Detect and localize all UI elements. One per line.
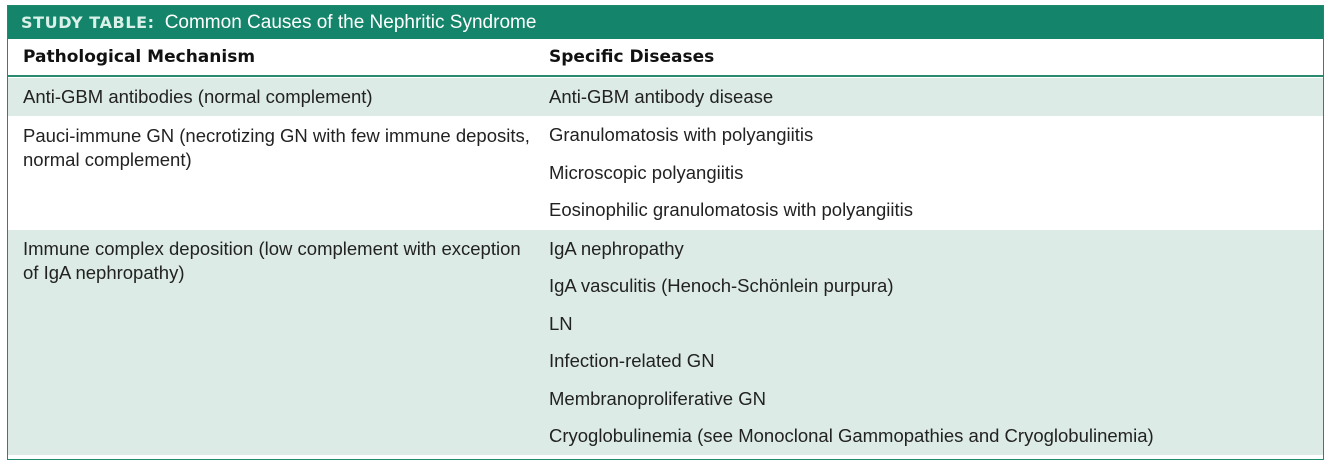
mechanism-cell: Immune complex deposition (low complement with exception of IgA nephropathy) bbox=[23, 238, 521, 283]
table-row bbox=[8, 229, 1323, 455]
diseases-cell bbox=[549, 117, 1323, 230]
disease-item: Microscopic polyangiitis bbox=[549, 161, 744, 183]
table-title-bar bbox=[8, 6, 1323, 39]
column-header-diseases: Specific Diseases bbox=[549, 47, 715, 67]
column-header-mechanism: Pathological Mechanism bbox=[23, 47, 256, 67]
diseases-cell bbox=[549, 230, 1323, 455]
disease-item: LN bbox=[549, 312, 573, 334]
table-title-label: STUDY TABLE: bbox=[21, 13, 155, 32]
disease-item: Infection-related GN bbox=[549, 350, 715, 372]
disease-item: IgA nephropathy bbox=[549, 237, 684, 259]
disease-item: Membranoproliferative GN bbox=[549, 387, 766, 409]
table-header-row bbox=[8, 39, 1323, 77]
disease-item: Granulomatosis with polyangiitis bbox=[549, 124, 814, 146]
study-table bbox=[7, 5, 1324, 460]
disease-item: Anti-GBM antibody disease bbox=[549, 85, 774, 107]
diseases-cell bbox=[549, 78, 1323, 116]
disease-item: Eosinophilic granulomatosis with polyangiitis bbox=[549, 199, 914, 221]
table-title: Common Causes of the Nephritic Syndrome bbox=[164, 11, 537, 33]
table-row bbox=[8, 77, 1323, 116]
mechanism-cell: Anti-GBM antibodies (normal complement) bbox=[23, 86, 373, 107]
disease-item: Cryoglobulinemia (see Monoclonal Gammopathies and Cryoglobulinemia) bbox=[549, 425, 1154, 447]
mechanism-cell: Pauci-immune GN (necrotizing GN with few immune deposits, normal complement) bbox=[23, 124, 530, 170]
table-row bbox=[8, 116, 1323, 230]
disease-item: IgA vasculitis (Henoch-Schönlein purpura) bbox=[549, 275, 894, 297]
